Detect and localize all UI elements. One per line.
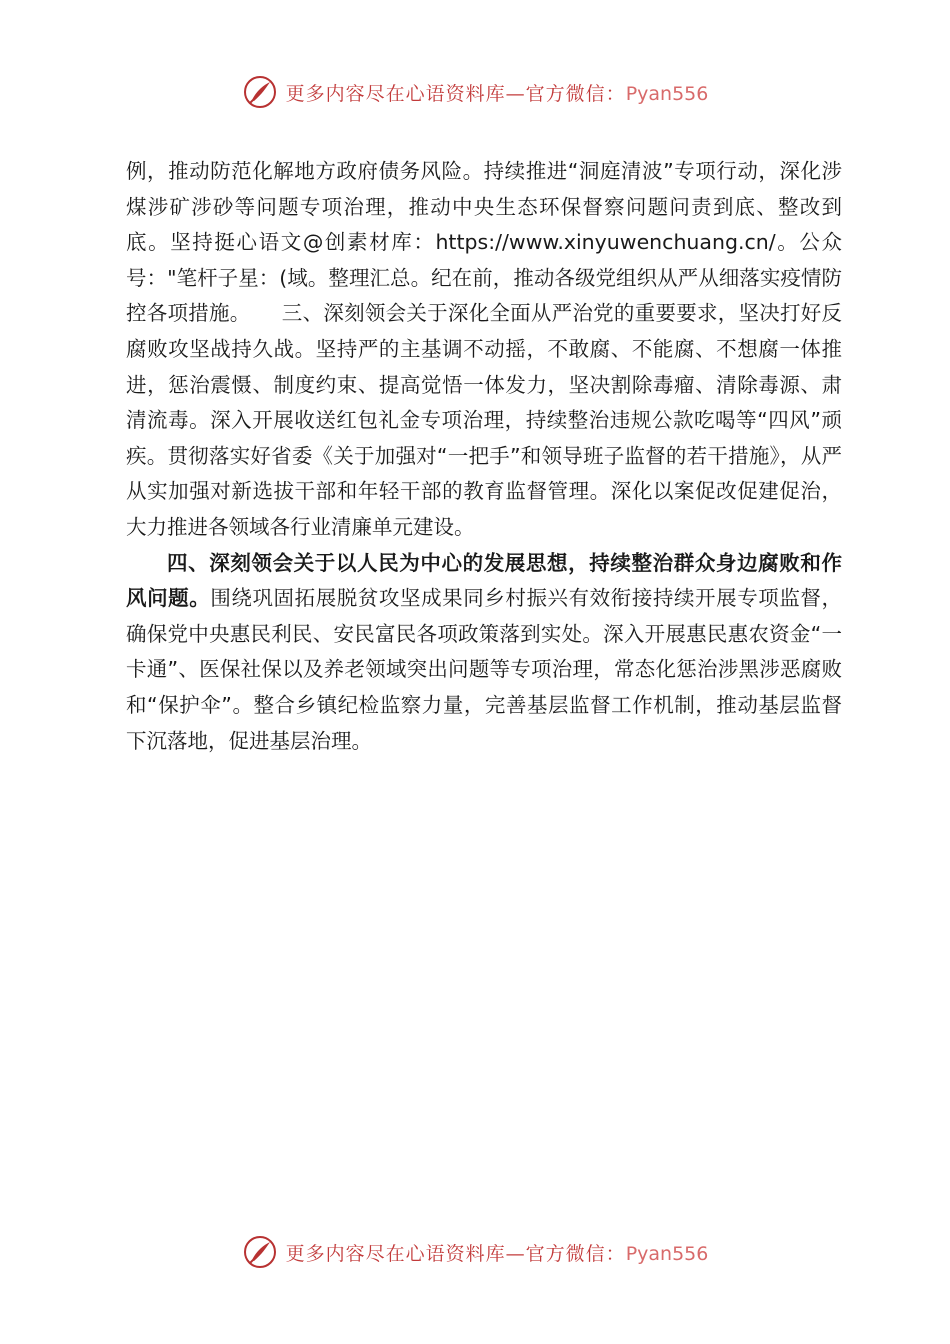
paragraph-1: 例，推动防范化解地方政府债务风险。持续推进“洞庭清波”专项行动，深化涉煤涉矿涉砂等问题专项治理，推动中央生态环保督察问题问责到底、整改到底。坚持挺心语文@创素材库：https://www.xinyuwenchuang.cn/。公众号："笔杆子星：(域。整理汇总。纪在前，推动各级党组织从严从细落实疫情防控各项措施。 三、深刻领会关于深化全面从严治党的重要要求，坚决打好反腐败攻坚战持久战。坚持严的主基调不动摇，不敢腐、不能腐、不想腐一体推进，惩治震慑、制度约束、提高觉悟一体发力，坚决割除毒瘤、清除毒源、肃清流毒。深入开展收送红包礼金专项治理，持续整治违规公款吃喝等“四风”顽疾。贯彻落实好省委《关于加强对“一把手”和领导班子监督的若干措施》，从严从实加强对新选拔干部和年轻干部的教育监督管理。深化以案促改促建促治，大力推进各领域各行业清廉单元建设。 [126, 159, 842, 539]
watermark-text: 更多内容尽在心语资料库—官方微信：Pyan556 [285, 1242, 709, 1265]
section-four-heading: 四、深刻领会关于以人民为中心的发展思想，持续整治群众身边腐败和作风问题。 [126, 550, 842, 611]
watermark-text: 更多内容尽在心语资料库—官方微信：Pyan556 [285, 82, 709, 105]
paragraph-2 [126, 546, 842, 760]
footer-watermark [0, 1232, 950, 1272]
document-body [126, 154, 842, 759]
header-watermark [0, 72, 950, 112]
quill-logo-icon [242, 1234, 278, 1270]
quill-logo-icon [242, 74, 278, 110]
section-four-text: 围绕巩固拓展脱贫攻坚成果同乡村振兴有效衔接持续开展专项监督，确保党中央惠民利民、安民富民各项政策落到实处。深入开展惠民惠农资金“一卡通”、医保社保以及养老领域突出问题等专项治理，常态化惩治涉黑涉恶腐败和“保护伞”。整合乡镇纪检监察力量，完善基层监督工作机制，推动基层监督下沉落地，促进基层治理。 [126, 586, 843, 753]
